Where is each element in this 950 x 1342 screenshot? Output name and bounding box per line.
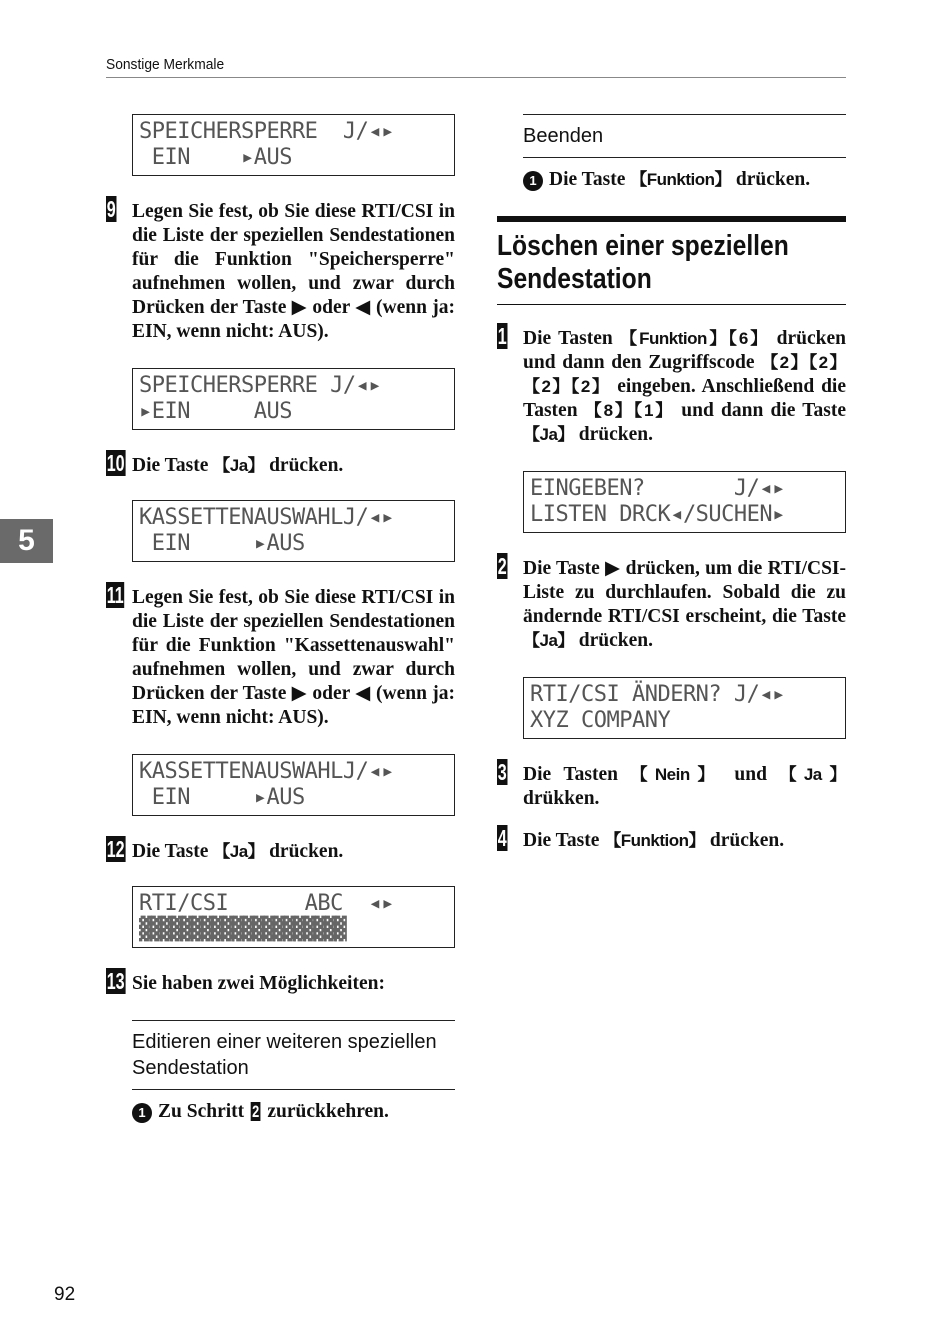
step-number: 1 <box>497 323 507 349</box>
step-text: drücken. <box>264 455 344 476</box>
lcd-display <box>132 114 455 176</box>
step-text: drücken. <box>573 630 654 651</box>
substep-text: drücken. <box>731 169 811 190</box>
step-text: drücken. <box>705 830 785 851</box>
step-number: 11 <box>106 582 124 608</box>
lcd-line-2: LISTEN DRCK◂/SUCHEN▸ <box>530 502 785 527</box>
step-text: Die Taste ▶ drücken, um die RTI/CSI-Liste zu durchlaufen. Sobald die zu ändernde RTI/CSI erscheint, die Taste <box>523 558 846 627</box>
lcd-line-2: XYZ COMPANY <box>530 708 671 733</box>
key-ja: 【Ja】 <box>523 425 574 444</box>
section-title-line-1: Löschen einer speziellen <box>497 230 789 262</box>
lcd-display <box>132 754 455 816</box>
step-9 <box>106 196 455 344</box>
header-rule <box>106 77 846 78</box>
lcd-line-1: RTI/CSI ABC ◂▸ <box>139 891 394 916</box>
step-10 <box>106 450 455 478</box>
step-text: Die Taste <box>132 455 214 476</box>
step-number: 4 <box>497 825 507 851</box>
substep-text: zurückkehren. <box>262 1101 389 1122</box>
lcd-line-2: ▓▓▓▓▓▓▓▓▓▓▓▓▓▓▓▓▓▓▓▓ <box>139 917 344 942</box>
lcd-line-1: KASSETTENAUSWAHLJ/◂▸ <box>139 505 394 530</box>
lcd-display <box>523 677 846 739</box>
lcd-line-2: EIN ▸AUS <box>139 145 292 170</box>
lcd-line-1: SPEICHERSPERRE J/◂▸ <box>139 119 394 144</box>
subheading: Beenden <box>523 114 846 158</box>
lcd-line-2: ▸EIN AUS <box>139 399 292 424</box>
left-column <box>106 114 455 1124</box>
circled-number: 1 <box>132 1103 152 1123</box>
step-text: Die Taste <box>132 841 214 862</box>
key-funktion: 【Funktion】 <box>604 831 706 850</box>
substep-text: Die Taste <box>549 169 631 190</box>
lcd-line-1: SPEICHERSPERRE J/◂▸ <box>139 373 382 398</box>
key-8-1: 【8】【1】 <box>584 401 675 420</box>
lcd-line-1: EINGEBEN? J/◂▸ <box>530 476 785 501</box>
step-text: Legen Sie fest, ob Sie diese RTI/CSI in die Liste der speziellen Sendestationen für die Funktion "Kassettenauswahl" aufnehmen wollen, und zwar durch Drücken der Taste ▶ oder ◀ (wenn ja: EIN, wenn nicht: AUS). <box>132 587 455 728</box>
key-ja: 【Ja】 <box>779 765 846 784</box>
running-header: Sonstige Merkmale <box>106 56 225 73</box>
lcd-display <box>523 471 846 533</box>
step-11 <box>106 582 455 730</box>
step-text: Legen Sie fest, ob Sie diese RTI/CSI in die Liste der speziellen Sendestationen für die Funktion "Speichersperre" aufnehmen wollen, und zwar durch Drücken der Taste ▶ oder ◀ (wenn ja: EIN, wenn nicht: AUS). <box>132 201 455 342</box>
step-text: Die Tasten <box>523 328 621 349</box>
key-nein: 【Nein】 <box>630 765 722 784</box>
step-text: drücken. <box>264 841 344 862</box>
step-number: 12 <box>106 836 125 862</box>
step-text: und dann die Taste <box>674 400 846 421</box>
lcd-line-1: KASSETTENAUSWAHLJ/◂▸ <box>139 759 394 784</box>
substep-text: Zu Schritt <box>158 1101 250 1122</box>
step-text: eingeben. Anschließend die Tasten <box>523 376 846 421</box>
circled-number: 1 <box>523 171 543 191</box>
key-funktion-6: 【Funktion】【6】 <box>620 329 770 348</box>
step-13 <box>106 968 455 996</box>
lcd-display <box>132 368 455 430</box>
substep-1 <box>523 168 846 192</box>
lcd-display <box>132 886 455 948</box>
step-text: drücken. <box>573 424 654 445</box>
key-ja: 【Ja】 <box>213 842 265 861</box>
key-access-code: 【2】【2】【2】【2】 <box>523 353 846 396</box>
step-number: 13 <box>106 968 125 994</box>
step-12 <box>106 836 455 864</box>
step-text: drükken. <box>523 788 600 809</box>
step-number: 2 <box>497 553 507 579</box>
step-text: und <box>721 764 780 785</box>
substep-1 <box>132 1100 455 1124</box>
lcd-line-1: RTI/CSI ÄNDERN? J/◂▸ <box>530 682 785 707</box>
right-column <box>497 114 846 853</box>
key-ja: 【Ja】 <box>523 631 574 650</box>
key-ja: 【Ja】 <box>213 456 265 475</box>
lcd-display <box>132 500 455 562</box>
step-reference: 2 <box>252 1102 260 1121</box>
step-text: Die Tasten <box>523 764 631 785</box>
step-4 <box>497 825 846 853</box>
step-text: drücken und dann den Zugriffscode <box>523 328 846 373</box>
step-number: 3 <box>497 759 507 785</box>
section-title <box>497 216 846 305</box>
step-text: Die Taste <box>523 830 605 851</box>
subheading: Editieren einer weiteren speziellen Sendestation <box>132 1020 455 1090</box>
chapter-tab: 5 <box>0 519 53 563</box>
page-number: 92 <box>54 1284 76 1305</box>
step-1 <box>497 323 846 447</box>
step-number: 10 <box>106 450 125 476</box>
lcd-line-2: EIN ▸AUS <box>139 785 305 810</box>
lcd-line-2: EIN ▸AUS <box>139 531 305 556</box>
step-3 <box>497 759 846 811</box>
step-number: 9 <box>106 196 116 222</box>
step-2 <box>497 553 846 653</box>
step-text: Sie haben zwei Möglichkeiten: <box>132 973 385 994</box>
key-funktion: 【Funktion】 <box>630 170 732 189</box>
section-title-line-2: Sendestation <box>497 263 652 295</box>
